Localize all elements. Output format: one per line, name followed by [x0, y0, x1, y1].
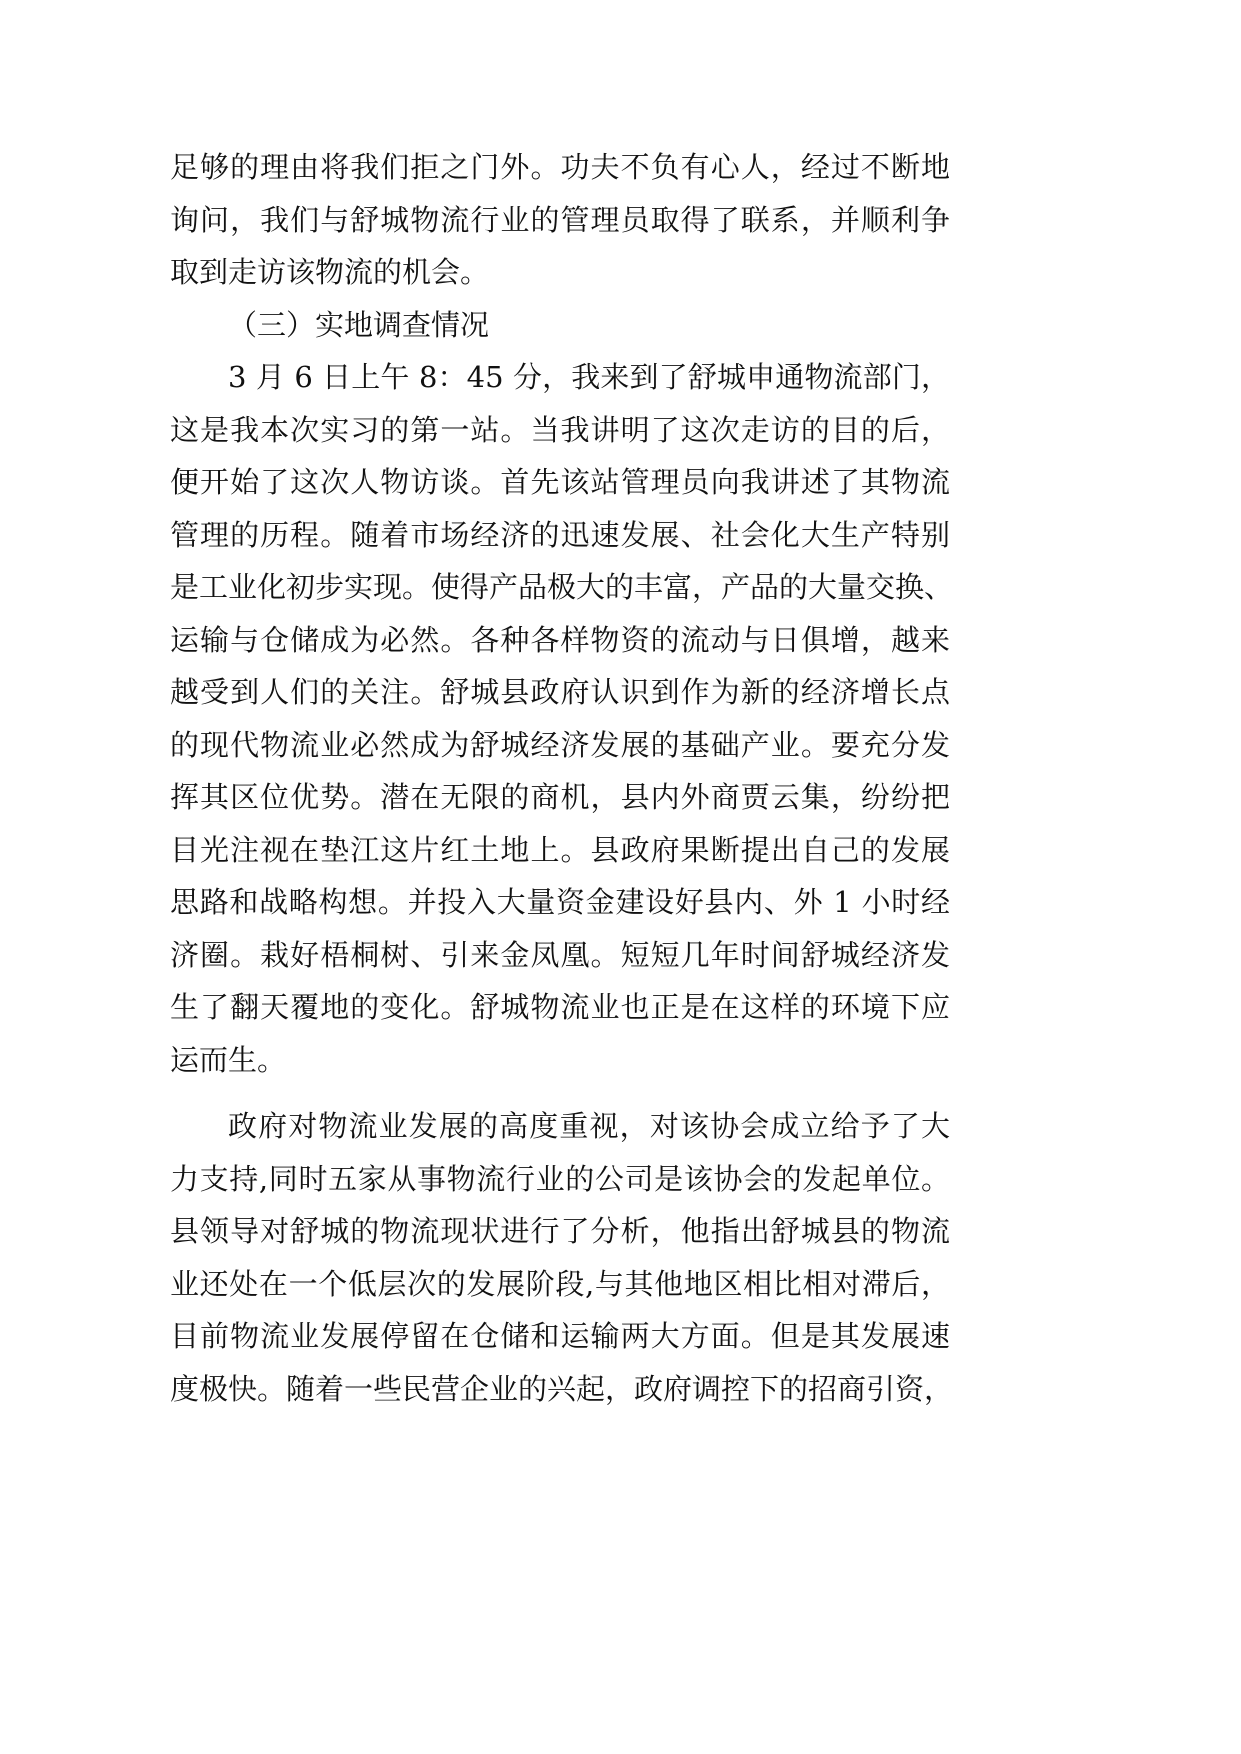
- section-heading: [170, 299, 950, 352]
- paragraph-line: 运输与仓储成为必然。各种各样物资的流动与日俱增，越来: [170, 622, 950, 657]
- body-text: [170, 141, 954, 1415]
- paragraph-line: 的现代物流业必然成为舒城经济发展的基础产业。要充分发: [170, 727, 950, 762]
- paragraph-line: 济圈。栽好梧桐树、引来金凤凰。短短几年时间舒城经济发: [170, 937, 950, 972]
- paragraph-line: 目前物流业发展停留在仓储和运输两大方面。但是其发展速: [170, 1319, 950, 1353]
- paragraph-line: 便开始了这次人物访谈。首先该站管理员向我讲述了其物流: [170, 465, 950, 499]
- paragraph-line: 取到走访该物流的机会。: [170, 255, 490, 289]
- paragraph-line: 是工业化初步实现。使得产品极大的丰富，产品的大量交换、: [170, 570, 954, 604]
- paragraph-line: 管理的历程。随着市场经济的迅速发展、社会化大生产特别: [170, 517, 950, 552]
- paragraph: [170, 141, 950, 299]
- paragraph: [170, 351, 954, 1086]
- paragraph-line: 足够的理由将我们拒之门外。功夫不负有心人，经过不断地: [170, 150, 950, 184]
- paragraph-line: 业还处在一个低层次的发展阶段,与其他地区相比相对滞后，: [170, 1266, 950, 1301]
- paragraph-line: 政府对物流业发展的高度重视，对该协会成立给予了大: [228, 1109, 950, 1143]
- paragraph-line: 生了翻天覆地的变化。舒城物流业也正是在这样的环境下应: [170, 990, 950, 1024]
- section-heading-text: （三）实地调查情况: [228, 307, 490, 342]
- paragraph-line: 运而生。: [170, 1042, 287, 1077]
- paragraph-line: 度极快。随着一些民营企业的兴起，政府调控下的招商引资，: [170, 1371, 954, 1406]
- paragraph-line: 挥其区位优势。潜在无限的商机，县内外商贾云集，纷纷把: [170, 780, 950, 814]
- paragraph-line: 这是我本次实习的第一站。当我讲明了这次走访的目的后，: [170, 412, 950, 447]
- paragraph-line: 目光注视在垫江这片红土地上。县政府果断提出自己的发展: [170, 832, 950, 867]
- paragraph-line: 询问，我们与舒城物流行业的管理员取得了联系，并顺利争: [170, 202, 950, 237]
- paragraph-line: 力支持,同时五家从事物流行业的公司是该协会的发起单位。: [170, 1161, 950, 1196]
- paragraph: [170, 1100, 954, 1415]
- paragraph-line: 思路和战略构想。并投入大量资金建设好县内、外 1 小时经: [170, 885, 950, 919]
- paragraph-line: 3 月 6 日上午 8：45 分，我来到了舒城申通物流部门，: [228, 360, 950, 394]
- paragraph-line: 县领导对舒城的物流现状进行了分析，他指出舒城县的物流: [170, 1214, 950, 1248]
- paragraph-line: 越受到人们的关注。舒城县政府认识到作为新的经济增长点: [170, 675, 950, 709]
